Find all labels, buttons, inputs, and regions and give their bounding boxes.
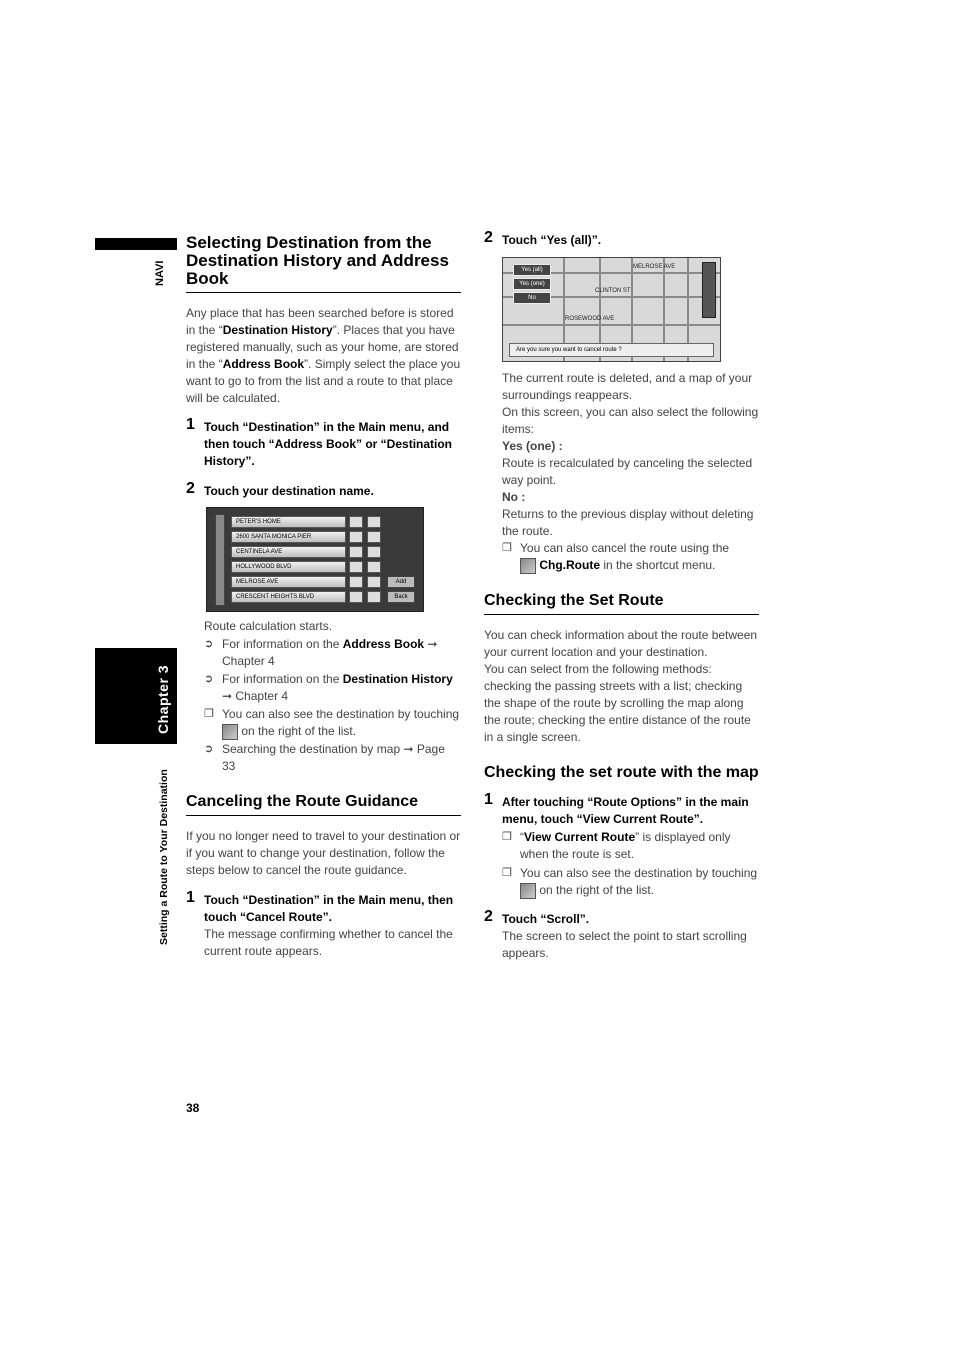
section-heading-cancel-route: Canceling the Route Guidance (186, 793, 461, 816)
map-thumbnail-icon (222, 724, 238, 740)
chapter-label: Chapter 3 (155, 664, 171, 734)
yes-one-desc: Route is recalculated by canceling the selected way point. (502, 456, 753, 487)
no-label: No : (502, 490, 526, 504)
map-icon (349, 516, 363, 528)
yes-all-button: Yes (all) (513, 264, 551, 276)
check-methods: You can select from the following methods: checking the passing streets with a list; checking the shape of the route by scrolling the map along the route; checking the entire distance of the route in a single screen. (484, 662, 751, 744)
list-item: 2600 SANTA MONICA PIER (231, 531, 346, 543)
yes-one-label: Yes (one) : (502, 439, 563, 453)
step-2: 2 Touch your destination name. (186, 480, 374, 498)
cancel-intro: If you no longer need to travel to your destination or if you want to change your destination, follow the steps below to cancel the route guidance. (186, 829, 461, 877)
map-thumbnail-icon (520, 883, 536, 899)
map-step-2-desc: The screen to select the point to start scrolling appears. (502, 929, 747, 960)
edit-icon (367, 546, 381, 558)
map-icon (349, 546, 363, 558)
cancel-step-2: 2 Touch “Yes (all)”. (484, 229, 602, 247)
no-button: No (513, 292, 551, 304)
edit-icon (367, 576, 381, 588)
left-column (186, 234, 461, 960)
map-icon (349, 561, 363, 573)
map-step-2: 2 Touch “Scroll”. (484, 908, 590, 926)
note-touch-icon: ❐ You can also see the destination by touching on the right of the list. (204, 707, 460, 738)
reference-destination-history: ➲ For information on the Destination History ➞ Chapter 4 (204, 672, 453, 703)
list-item: PETER'S HOME (231, 516, 346, 528)
list-item: HOLLYWOOD BLVD (231, 561, 346, 573)
note-see-destination: ❐ You can also see the destination by touching on the right of the list. (502, 866, 758, 897)
yes-one-button: Yes (one) (513, 278, 551, 290)
navi-tab-bar (95, 238, 177, 250)
note-view-current-route: ❐ “View Current Route” is displayed only when the route is set. (502, 830, 731, 861)
back-button: Back (387, 591, 415, 603)
add-button: Add (387, 576, 415, 588)
map-step-1: 1 After touching “Route Options” in the main menu, touch “View Current Route”. (484, 791, 749, 826)
destination-list-screenshot (206, 507, 424, 612)
chapter-tab (95, 648, 177, 744)
map-icon (349, 576, 363, 588)
route-calc-text: Route calculation starts. (204, 619, 333, 633)
deleted-text: The current route is deleted, and a map of your surroundings reappears. (502, 371, 753, 402)
page-number: 38 (186, 1101, 200, 1115)
list-item: CRESCENT HEIGHTS BLVD (231, 591, 346, 603)
cancel-step-1: 1 Touch “Destination” in the Main menu, then touch “Cancel Route”. (186, 889, 454, 924)
edit-icon (367, 561, 381, 573)
section-heading-destination-history: Selecting Destination from the Destination History and Address Book (186, 234, 461, 293)
confirm-message: Are you sure you want to cancel route ? (509, 343, 714, 357)
intro-paragraph: Any place that has been searched before is stored in the “Destination History”. Places that you have registered manually, such as your home, are stored in the “Address Book”. Simply select the place you want to go to from the list and a route to that place will be calculated. (186, 306, 461, 405)
check-intro: You can check information about the route between your current location and your destination. (484, 628, 758, 659)
edit-icon (367, 531, 381, 543)
cancel-step-1-desc: The message confirming whether to cancel the current route appears. (204, 927, 453, 958)
note-chg-route: ❐ You can also cancel the route using the Chg.Route in the shortcut menu. (502, 541, 730, 572)
list-scrollbar (215, 514, 225, 606)
cancel-route-map-screenshot: MELROSE AVE CLINTON ST ROSEWOOD AVE Yes (all) Yes (one) No Are you sure you want to cancel route ? (502, 257, 721, 362)
edit-icon (367, 591, 381, 603)
subheading-check-with-map: Checking the set route with the map (484, 764, 759, 781)
list-item: MELROSE AVE (231, 576, 346, 588)
side-section-title: Setting a Route to Your Destination (158, 769, 170, 945)
edit-icon (367, 516, 381, 528)
select-items-text: On this screen, you can also select the following items: (502, 405, 759, 436)
list-item: CENTINELA AVE (231, 546, 346, 558)
right-column (484, 229, 759, 962)
navi-label: NAVI (154, 260, 166, 286)
reference-search-by-map: ➲ Searching the destination by map ➞ Page 33 (204, 742, 445, 773)
no-desc: Returns to the previous display without deleting the route. (502, 507, 754, 538)
chg-route-icon (520, 558, 536, 574)
map-icon (349, 591, 363, 603)
map-icon (349, 531, 363, 543)
reference-address-book: ➲ For information on the Address Book ➞ Chapter 4 (204, 637, 438, 668)
map-scale-bar (702, 262, 716, 318)
step-1: 1 Touch “Destination” in the Main menu, and then touch “Address Book” or “Destination History”. (186, 416, 453, 468)
section-heading-check-route: Checking the Set Route (484, 592, 759, 615)
